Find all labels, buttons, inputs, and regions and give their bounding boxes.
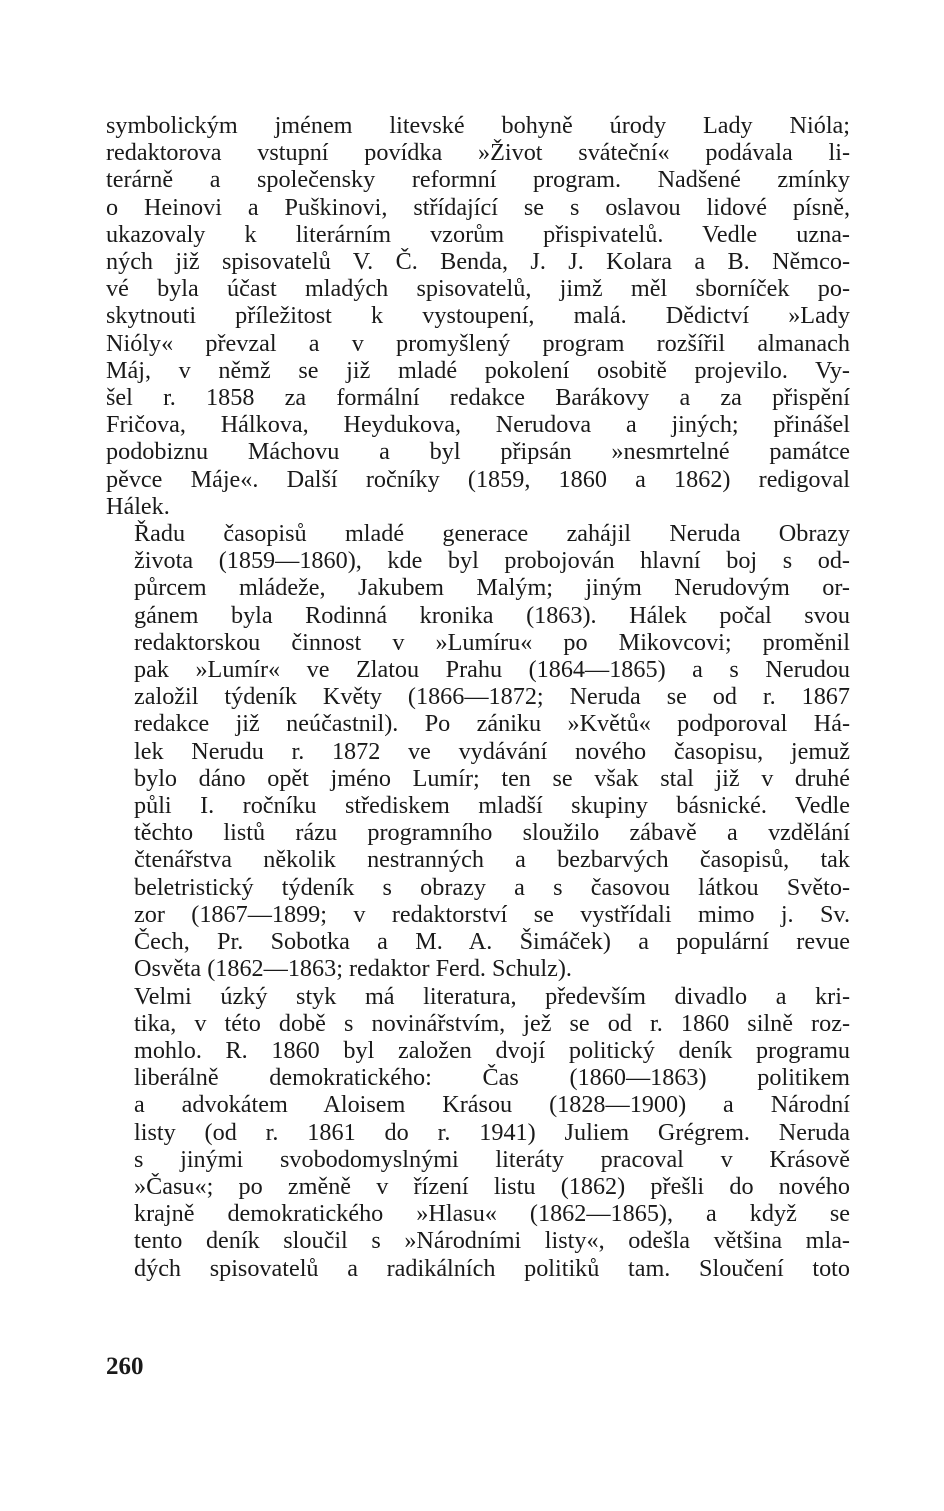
text-line: o Heinovi a Puškinovi, střídající se s oslavou lidové písně, [106,193,850,221]
text-line: založil týdeník Květy (1866—1872; Neruda se od r. 1867 [134,683,850,711]
text-line: Máj, v němž se již mladé pokolení osobitě projevilo. Vy- [106,356,850,384]
text-line: vé byla účast mladých spisovatelů, jimž měl sborníček po- [106,275,850,303]
text-line: krajně demokratického »Hlasu« (1862—1865), a když se [134,1200,850,1228]
text-line: symbolickým jménem litevské bohyně úrody Lady Nióla; [106,112,850,139]
page-text [106,112,850,1282]
paragraph-3 [106,983,850,1282]
text-line: ukazovaly k literárním vzorům přispivatelů. Vedle uzna- [106,220,850,248]
text-line: terárně a společensky reformní program. Nadšené zmínky [106,166,850,194]
text-line: půrcem mládeže, Jakubem Malým; jiným Nerudovým or- [134,574,850,602]
text-line: Řadu časopisů mladé generace zahájil Neruda Obrazy [134,520,850,548]
text-line: redaktorova vstupní povídka »Život sváteční« podávala li- [106,139,850,167]
text-line: tika, v této době s novinářstvím, jež se od r. 1860 silně roz- [134,1009,850,1037]
text-line: s jinými svobodomyslnými literáty pracoval v Krásově [134,1145,850,1173]
text-line: redakce již neúčastnil). Po zániku »Květů« podporoval Há- [134,710,850,738]
text-line: redaktorskou činnost v »Lumíru« po Mikovcovi; proměnil [134,628,850,656]
text-line: těchto listů rázu programního sloužilo zábavě a vzdělání [134,819,850,847]
text-line: bylo dáno opět jméno Lumír; ten se však stal již v druhé [134,764,850,792]
text-line: mohlo. R. 1860 byl založen dvojí politický deník programu [134,1036,850,1064]
text-line: života (1859—1860), kde byl probojován hlavní boj s od- [134,547,850,575]
text-line: Fričova, Hálkova, Heydukova, Nerudova a jiných; přinášel [106,411,850,439]
text-line: podobiznu Máchovu a byl připsán »nesmrtelné památce [106,438,850,466]
text-line: lek Nerudu r. 1872 ve vydávání nového časopisu, jemuž [134,737,850,765]
text-line: čtenářstva několik nestranných a bezbarvých časopisů, tak [134,846,850,874]
text-line: beletristický týdeník s obrazy a s časovou látkou Světo- [134,873,850,901]
text-line: pěvce Máje«. Další ročníky (1859, 1860 a 1862) redigoval [106,465,850,493]
text-line: šel r. 1858 za formální redakce Barákovy a za přispění [106,384,850,412]
text-line: Nióly« převzal a v promyšlený program rozšířil almanach [106,329,850,357]
text-line: a advokátem Aloisem Krásou (1828—1900) a Národní [134,1091,850,1119]
text-line: ných již spisovatelů V. Č. Benda, J. J. Kolara a B. Němco- [106,248,850,276]
text-line: pak »Lumír« ve Zlatou Prahu (1864—1865) a s Nerudou [134,656,850,684]
text-line: gánem byla Rodinná kronika (1863). Hálek počal svou [134,601,850,629]
text-line: listy (od r. 1861 do r. 1941) Juliem Grégrem. Neruda [134,1118,850,1146]
paragraph-2 [106,520,850,982]
text-line: zor (1867—1899; v redaktorství se vystřídali mimo j. Sv. [134,900,850,928]
text-line: Velmi úzký styk má literatura, především divadlo a kri- [134,982,850,1010]
text-line: tento deník sloučil s »Národními listy«, odešla většina mla- [134,1227,850,1255]
text-line: Hálek. [106,492,170,520]
text-line: liberálně demokratického: Čas (1860—1863) politikem [134,1064,850,1092]
text-line: Čech, Pr. Sobotka a M. A. Šimáček) a populární revue [134,928,850,956]
paragraph-1 [106,112,850,520]
text-line: Osvěta (1862—1863; redaktor Ferd. Schulz). [134,955,572,983]
text-line: skytnouti příležitost k vystoupení, malá. Dědictví »Lady [106,302,850,330]
text-line: »Času«; po změně v řízení listu (1862) přešli do nového [134,1172,850,1200]
page-number: 260 [106,1353,144,1380]
text-line: půli I. ročníku střediskem mladší skupiny básnické. Vedle [134,792,850,820]
text-line: dých spisovatelů a radikálních politiků tam. Sloučení toto [134,1254,850,1282]
